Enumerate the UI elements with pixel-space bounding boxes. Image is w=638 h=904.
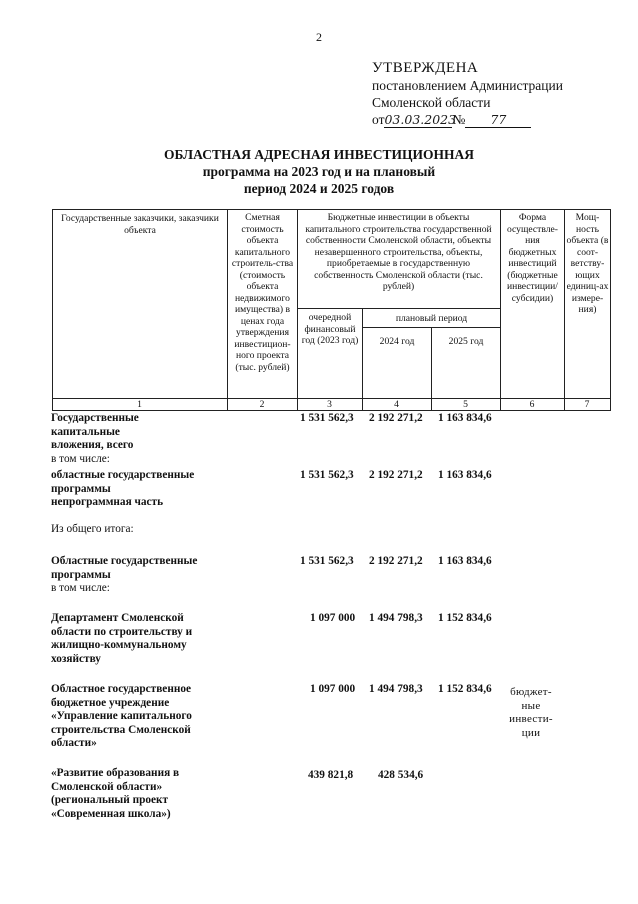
investment-form: бюджет- ные инвести- ции xyxy=(509,686,553,739)
value-2024: 2 192 271,2 xyxy=(369,469,423,481)
header-customers: Государственные заказчики, заказчики объекта xyxy=(61,213,219,236)
table-row-label: Из общего итога: xyxy=(51,523,134,535)
grid-line xyxy=(297,209,298,411)
value-2023: 1 097 000 xyxy=(310,683,356,695)
table-row-label: областные государственные программы непрограммная часть xyxy=(51,469,195,508)
table-header xyxy=(52,209,611,411)
value-2025: 1 163 834,6 xyxy=(438,469,492,481)
title-line-3: период 2024 и 2025 годов xyxy=(243,181,395,196)
approval-block xyxy=(372,60,563,128)
header-estimated-cost: Сметная стоимость объекта капитального строитель-ства (стоимость объекта недвижимого имущества) в ценах года утверждения инвестицион-ного проекта (тыс. рублей) xyxy=(231,212,294,373)
approval-line-1: постановлением Администрации xyxy=(372,78,563,93)
column-number: 2 xyxy=(259,399,265,410)
column-number: 7 xyxy=(584,399,590,410)
value-2024: 2 192 271,2 xyxy=(369,412,423,424)
value-2023: 1 531 562,3 xyxy=(300,412,354,424)
title-line-1: ОБЛАСТНАЯ АДРЕСНАЯ ИНВЕСТИЦИОННАЯ xyxy=(163,147,475,162)
grid-line xyxy=(52,209,611,210)
table-row-label: Областное государственное бюджетное учреждение «Управление капитального строительства Смоленской области» xyxy=(51,683,192,749)
approval-date-row xyxy=(372,111,563,128)
column-number: 4 xyxy=(394,399,399,410)
grid-line xyxy=(52,209,53,411)
value-2025: 1 163 834,6 xyxy=(438,412,492,424)
grid-line xyxy=(52,410,611,411)
approval-title: УТВЕРЖДЕНА xyxy=(372,60,479,76)
approval-line-2: Смоленской области xyxy=(372,95,491,110)
approval-date: 03.03.2023 xyxy=(384,112,457,127)
table-row-label: Областные государственные программы в том числе: xyxy=(51,555,198,594)
title-line-2: программа на 2023 год и на плановый xyxy=(202,164,436,179)
column-number: 5 xyxy=(463,399,468,410)
document-title xyxy=(0,146,638,197)
table-row-label: Государственные капитальные вложения, всего в том числе: xyxy=(51,412,139,465)
value-2023: 1 531 562,3 xyxy=(300,555,354,567)
page-number: 2 xyxy=(316,30,322,44)
grid-line xyxy=(297,308,500,309)
value-2025: 1 163 834,6 xyxy=(438,555,492,567)
header-year-2025: 2025 год xyxy=(448,336,484,347)
table-row-label: «Развитие образования в Смоленской области» (региональный проект «Современная школа») xyxy=(51,767,180,820)
approval-from-label: от xyxy=(372,112,385,127)
value-2023: 1 097 000 xyxy=(310,612,356,624)
column-number: 6 xyxy=(529,399,535,410)
header-investment-form: Форма осуществле-ния бюджетных инвестиций (бюджетные инвестиции/ субсидии) xyxy=(507,212,558,304)
column-number: 3 xyxy=(327,399,332,410)
table-row-label: Департамент Смоленской области по строительству и жилищно-коммунальному хозяйству xyxy=(51,612,193,665)
header-year-2024: 2024 год xyxy=(379,336,415,347)
header-budget-investments: Бюджетные инвестиции в объекты капитального строительства государственной собственности Смоленской области, объекты незавершенного строительства, объекты, приобретаемые в государственную собственность Смоленской области (тыс. рублей) xyxy=(305,212,492,292)
header-capacity: Мощ-ность объекта (в соот-ветству-ющих единиц-ах измере-ния) xyxy=(566,212,609,315)
column-number: 1 xyxy=(137,399,142,410)
value-2024: 1 494 798,3 xyxy=(369,612,423,624)
header-planned-period: плановый период xyxy=(395,313,468,324)
value-2025: 1 152 834,6 xyxy=(438,612,492,624)
value-2024: 2 192 271,2 xyxy=(369,555,423,567)
approval-number-label: № xyxy=(452,112,466,127)
header-current-year: очередной финансовый год (2023 год) xyxy=(301,312,359,346)
value-2023: 439 821,8 xyxy=(308,769,354,781)
value-2024: 1 494 798,3 xyxy=(369,683,423,695)
grid-line xyxy=(610,209,611,411)
value-2024: 428 534,6 xyxy=(378,769,424,781)
value-2025: 1 152 834,6 xyxy=(438,683,492,695)
value-2023: 1 531 562,3 xyxy=(300,469,354,481)
approval-number: 77 xyxy=(465,113,531,128)
